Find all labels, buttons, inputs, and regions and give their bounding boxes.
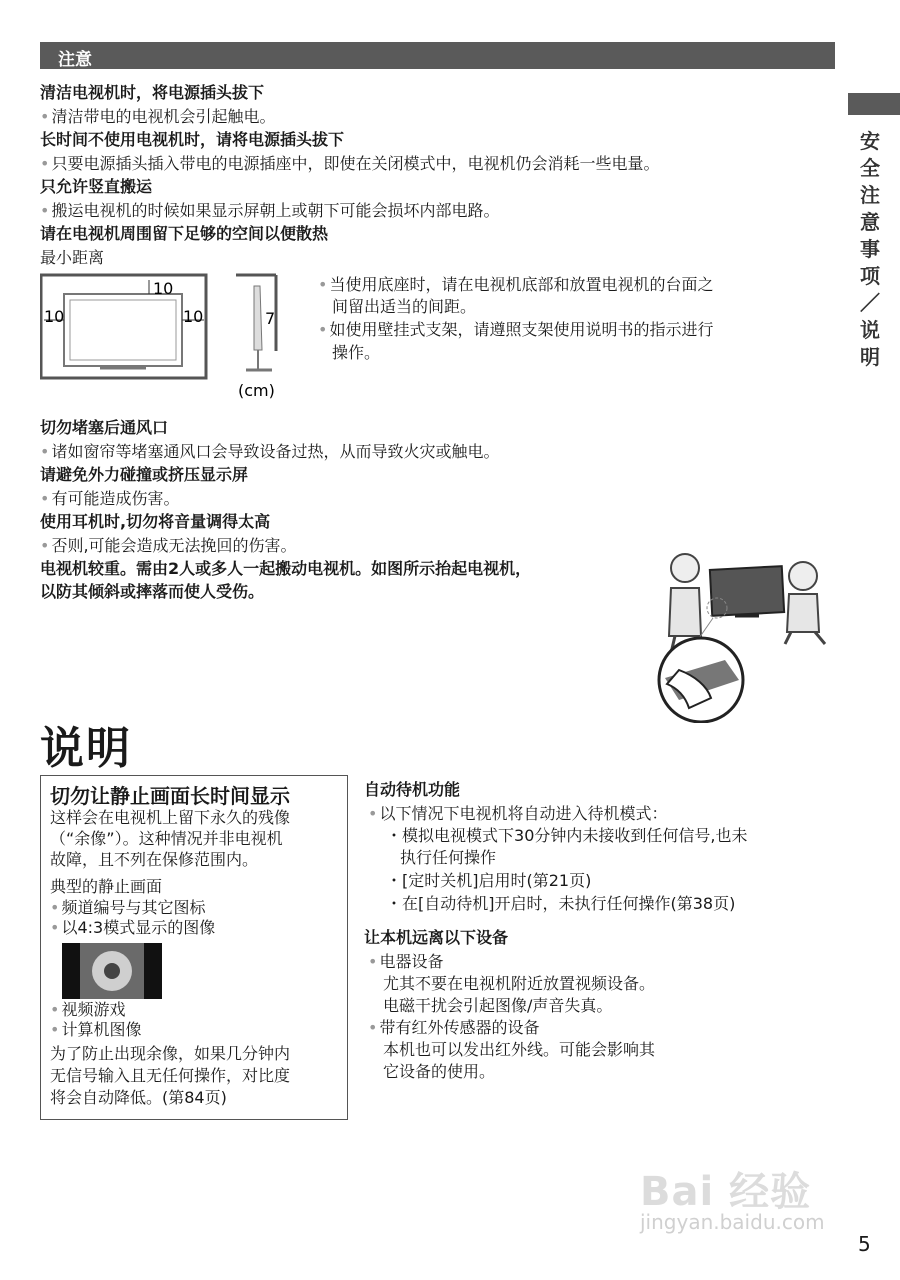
two-person-carry-illustration [655,548,840,723]
clearance-diagram [40,270,300,405]
section-side-label: 安全注意事项／说明 [860,129,880,369]
keep-away-item-2-line-2: 它设备的使用。 [383,1062,496,1081]
keep-away-item-1-line-2: 电磁干扰会引起图像/声音失真。 [383,996,613,1015]
clearance-note-1: • 当使用底座时，请在电视机底部和放置电视机的台面之 [318,275,713,295]
clearance-note-2b: 操作。 [332,343,381,362]
box-outro-3: 将会自动降低。(第84页) [50,1088,227,1107]
auto-standby-sub-1: ・模拟电视模式下30分钟内未接收到任何信号,也未 [386,826,748,845]
auto-standby-sub-2: ・[定时关机]启用时(第21页) [386,871,592,890]
keep-away-item-1-line-1: 尤其不要在电视机附近放置视频设备。 [383,974,656,993]
carry-warning-line-1: 电视机较重。需由2人或多人一起搬动电视机。如图所示抬起电视机， [40,559,532,578]
sunflower-4-3-example [62,943,162,999]
more-item-1: • 视频游戏 [50,1000,125,1020]
keep-away-heading: 让本机远离以下设备 [364,928,509,947]
clearance-note-2: • 如使用壁挂式支架，请遵照支架使用说明书的指示进行 [318,320,713,340]
auto-standby-heading: 自动待机功能 [364,780,461,799]
notice-heading-3: 只允许竖直搬运 [40,177,153,196]
baidu-watermark-url: jingyan.baidu.com [640,1210,825,1234]
notice-text-7: • 否则,可能会造成无法挽回的伤害。 [40,536,297,556]
auto-standby-sub-3: ・在[自动待机]开启时，未执行任何操作(第38页) [386,894,736,913]
notice-header-bar [40,42,835,69]
notice-text-5: • 诸如窗帘等堵塞通风口会导致设备过热，从而导致火灾或触电。 [40,442,499,462]
box-outro-2: 无信号输入且无任何操作，对比度 [50,1066,291,1085]
more-item-2: • 计算机图像 [50,1020,141,1040]
side-gap-label: 7 [265,309,276,328]
box-title: 切勿让静止画面长时间显示 [50,784,290,808]
side-tab-marker [848,93,900,115]
section-title: 说明 [40,723,132,774]
typical-label: 典型的静止画面 [50,877,163,896]
unit-label: (cm) [238,381,275,400]
notice-text-3: • 搬运电视机的时候如果显示屏朝上或朝下可能会损坏内部电路。 [40,201,499,221]
notice-text-2: • 只要电源插头插入带电的电源插座中，即使在关闭模式中，电视机仍会消耗一些电量。 [40,154,659,174]
box-intro-1: 这样会在电视机上留下永久的残像 [50,808,291,827]
right-gap-label: 10 [183,307,204,326]
typical-item-1: • 频道编号与其它图标 [50,898,205,918]
notice-heading-4: 请在电视机周围留下足够的空间以便散热 [40,224,329,243]
baidu-watermark: Bai 经验 [640,1169,812,1215]
auto-standby-lead: • 以下情况下电视机将自动进入待机模式： [368,804,667,824]
notice-heading-7: 使用耳机时,切勿将音量调得太高 [40,512,271,531]
clearance-note-1b: 间留出适当的间距。 [332,297,477,316]
page-number: 5 [858,1232,871,1256]
typical-item-2: • 以4:3模式显示的图像 [50,918,215,938]
keep-away-item-2-line-1: 本机也可以发出红外线。可能会影响其 [383,1040,656,1059]
tv-side-outline [254,286,262,350]
notice-heading-5: 切勿堵塞后通风口 [40,418,169,437]
min-distance-label: 最小距离 [40,248,105,267]
keep-away-item-1: • 电器设备 [368,952,443,972]
notice-title: 注意 [58,50,92,70]
notice-heading-6: 请避免外力碰撞或挤压显示屏 [40,465,249,484]
notice-heading-1: 清洁电视机时，将电源插头拔下 [40,83,265,102]
left-gap-label: 10 [44,307,65,326]
box-intro-3: 故障，且不列在保修范围内。 [50,850,259,869]
top-gap-label: 10 [153,279,174,298]
keep-away-item-2: • 带有红外传感器的设备 [368,1018,539,1038]
carry-warning-line-2: 以防其倾斜或摔落而使人受伤。 [40,582,265,601]
box-intro-2: （“余像”）。这种情况并非电视机 [50,829,283,848]
notice-text-1: • 清洁带电的电视机会引起触电。 [40,107,275,127]
notice-heading-2: 长时间不使用电视机时，请将电源插头拔下 [40,130,345,149]
auto-standby-sub-1b: 执行任何操作 [400,848,497,867]
box-outro-1: 为了防止出现余像，如果几分钟内 [50,1044,291,1063]
notice-text-6: • 有可能造成伤害。 [40,489,179,509]
